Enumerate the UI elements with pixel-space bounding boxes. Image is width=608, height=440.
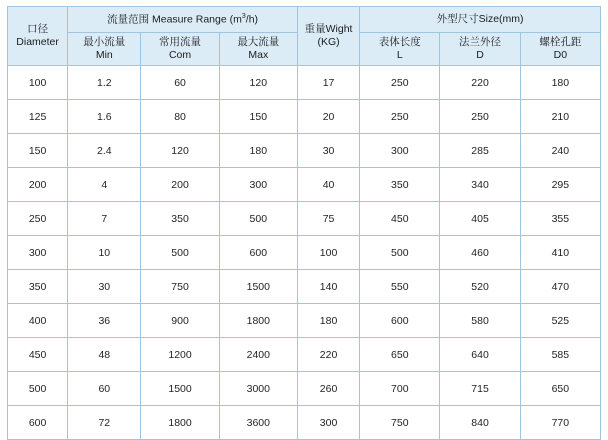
header-diameter-cn: 口径 xyxy=(27,23,49,35)
cell-com: 80 xyxy=(141,100,219,134)
cell-length: 550 xyxy=(360,270,440,304)
header-size: 外型尺寸Size(mm) xyxy=(360,7,601,33)
cell-min: 10 xyxy=(68,236,141,270)
cell-flange: 840 xyxy=(440,406,520,440)
header-measure-range xyxy=(68,7,298,33)
header-length xyxy=(360,33,440,66)
cell-diameter: 350 xyxy=(8,270,68,304)
cell-flange: 520 xyxy=(440,270,520,304)
table-row xyxy=(8,100,601,134)
cell-com: 60 xyxy=(141,66,219,100)
table-row xyxy=(8,66,601,100)
cell-flange: 250 xyxy=(440,100,520,134)
cell-bolt: 355 xyxy=(520,202,600,236)
cell-min: 1.6 xyxy=(68,100,141,134)
cell-weight: 260 xyxy=(297,372,359,406)
cell-com: 500 xyxy=(141,236,219,270)
cell-com: 120 xyxy=(141,134,219,168)
header-bolt xyxy=(520,33,600,66)
cell-length: 750 xyxy=(360,406,440,440)
cell-bolt: 770 xyxy=(520,406,600,440)
table-row xyxy=(8,270,601,304)
header-weight-cn: 重量Wight xyxy=(304,23,353,35)
cell-max: 1500 xyxy=(219,270,297,304)
header-com-cn: 常用流量 xyxy=(159,36,202,48)
cell-diameter: 400 xyxy=(8,304,68,338)
cell-bolt: 240 xyxy=(520,134,600,168)
cell-flange: 285 xyxy=(440,134,520,168)
cell-bolt: 650 xyxy=(520,372,600,406)
cell-bolt: 525 xyxy=(520,304,600,338)
cell-com: 200 xyxy=(141,168,219,202)
cell-com: 1200 xyxy=(141,338,219,372)
table-row xyxy=(8,338,601,372)
cell-flange: 580 xyxy=(440,304,520,338)
header-weight-unit: (KG) xyxy=(317,36,340,49)
cell-max: 600 xyxy=(219,236,297,270)
cell-diameter: 450 xyxy=(8,338,68,372)
cell-max: 3600 xyxy=(219,406,297,440)
cell-bolt: 470 xyxy=(520,270,600,304)
cell-bolt: 180 xyxy=(520,66,600,100)
cell-weight: 30 xyxy=(297,134,359,168)
header-max xyxy=(219,33,297,66)
cell-weight: 100 xyxy=(297,236,359,270)
cell-bolt: 210 xyxy=(520,100,600,134)
cell-length: 300 xyxy=(360,134,440,168)
cell-min: 2.4 xyxy=(68,134,141,168)
cell-max: 3000 xyxy=(219,372,297,406)
table-row xyxy=(8,168,601,202)
specification-table xyxy=(7,6,601,440)
table-header xyxy=(8,7,601,66)
cell-min: 4 xyxy=(68,168,141,202)
header-measure-range-tail: /h) xyxy=(245,13,259,26)
cell-length: 250 xyxy=(360,100,440,134)
header-length-cn: 表体长度 xyxy=(378,36,421,48)
cell-min: 72 xyxy=(68,406,141,440)
cell-weight: 220 xyxy=(297,338,359,372)
cell-min: 30 xyxy=(68,270,141,304)
cell-length: 250 xyxy=(360,66,440,100)
table-row xyxy=(8,372,601,406)
table-row xyxy=(8,236,601,270)
cell-length: 600 xyxy=(360,304,440,338)
header-length-sym: L xyxy=(396,49,403,62)
table-row xyxy=(8,304,601,338)
cell-length: 450 xyxy=(360,202,440,236)
cell-weight: 40 xyxy=(297,168,359,202)
cell-bolt: 410 xyxy=(520,236,600,270)
cell-diameter: 500 xyxy=(8,372,68,406)
header-measure-range-label: 流量范围 Measure Range (m xyxy=(107,13,242,26)
cell-length: 350 xyxy=(360,168,440,202)
cell-min: 7 xyxy=(68,202,141,236)
cell-max: 1800 xyxy=(219,304,297,338)
cell-min: 1.2 xyxy=(68,66,141,100)
header-weight xyxy=(297,7,359,66)
cell-bolt: 585 xyxy=(520,338,600,372)
table-row xyxy=(8,202,601,236)
cell-flange: 405 xyxy=(440,202,520,236)
header-min-cn: 最小流量 xyxy=(83,36,126,48)
header-measure-range-sup: 3 xyxy=(241,12,246,20)
cell-max: 300 xyxy=(219,168,297,202)
header-diameter-en: Diameter xyxy=(16,36,59,49)
table-row xyxy=(8,134,601,168)
header-max-en: Max xyxy=(248,49,269,62)
cell-com: 350 xyxy=(141,202,219,236)
cell-weight: 140 xyxy=(297,270,359,304)
cell-weight: 75 xyxy=(297,202,359,236)
cell-max: 180 xyxy=(219,134,297,168)
cell-diameter: 125 xyxy=(8,100,68,134)
cell-diameter: 100 xyxy=(8,66,68,100)
header-min-en: Min xyxy=(95,49,113,62)
cell-flange: 220 xyxy=(440,66,520,100)
cell-diameter: 200 xyxy=(8,168,68,202)
cell-com: 750 xyxy=(141,270,219,304)
cell-min: 48 xyxy=(68,338,141,372)
cell-diameter: 600 xyxy=(8,406,68,440)
header-max-cn: 最大流量 xyxy=(237,36,280,48)
cell-diameter: 150 xyxy=(8,134,68,168)
header-flange-sym: D xyxy=(476,49,484,62)
cell-flange: 640 xyxy=(440,338,520,372)
cell-max: 2400 xyxy=(219,338,297,372)
header-flange xyxy=(440,33,520,66)
header-bolt-sym: D0 xyxy=(553,49,568,62)
header-bolt-cn: 螺栓孔距 xyxy=(539,36,582,48)
header-diameter xyxy=(8,7,68,66)
header-min xyxy=(68,33,141,66)
table-body xyxy=(8,66,601,440)
table-row xyxy=(8,406,601,440)
header-com xyxy=(141,33,219,66)
header-flange-cn: 法兰外径 xyxy=(459,36,502,48)
cell-weight: 300 xyxy=(297,406,359,440)
cell-bolt: 295 xyxy=(520,168,600,202)
cell-diameter: 250 xyxy=(8,202,68,236)
cell-min: 36 xyxy=(68,304,141,338)
cell-diameter: 300 xyxy=(8,236,68,270)
cell-length: 650 xyxy=(360,338,440,372)
cell-flange: 340 xyxy=(440,168,520,202)
cell-com: 1800 xyxy=(141,406,219,440)
cell-weight: 17 xyxy=(297,66,359,100)
cell-weight: 20 xyxy=(297,100,359,134)
cell-max: 150 xyxy=(219,100,297,134)
cell-length: 500 xyxy=(360,236,440,270)
cell-flange: 715 xyxy=(440,372,520,406)
cell-com: 900 xyxy=(141,304,219,338)
cell-max: 120 xyxy=(219,66,297,100)
header-com-en: Com xyxy=(168,49,192,62)
cell-length: 700 xyxy=(360,372,440,406)
cell-min: 60 xyxy=(68,372,141,406)
cell-com: 1500 xyxy=(141,372,219,406)
cell-weight: 180 xyxy=(297,304,359,338)
cell-flange: 460 xyxy=(440,236,520,270)
cell-max: 500 xyxy=(219,202,297,236)
